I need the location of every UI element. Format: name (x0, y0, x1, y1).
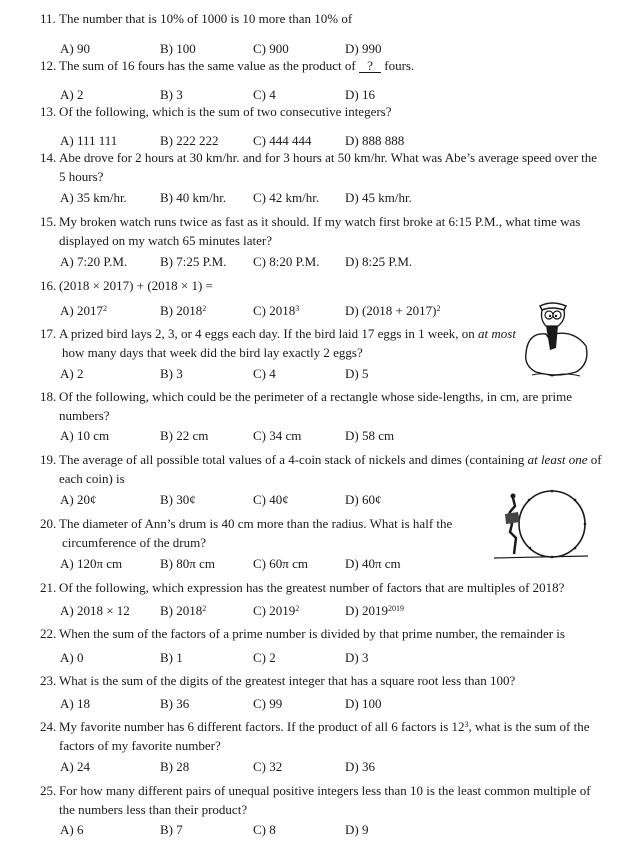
question-text: My favorite number has 6 different factors. If the product of all 6 factors is 12 (59, 719, 465, 734)
choice-b: B) 2018$^2$ (160, 303, 207, 318)
question-text-cont: numbers? (59, 408, 110, 423)
question-text-end: , what is the sum of the (468, 719, 590, 734)
question-23 (40, 671, 620, 690)
choice-b: B) 28 (160, 759, 190, 774)
choice-c: C) 34 cm (253, 428, 302, 443)
question-number: 22. (40, 626, 57, 641)
question-text: Of the following, which is the sum of two consecutive integers? (59, 104, 392, 119)
choice-d: D) 58 cm (345, 428, 395, 443)
choice-a: A) 35 km/hr. (60, 190, 127, 205)
choice-d: D) $(2018 + 2017)^2$ (345, 303, 441, 318)
question-text-cont: each coin) is (59, 471, 125, 486)
choice-a: A) 90 (60, 41, 90, 56)
question-text: A prized bird lays 2, 3, or 4 eggs each day. If the bird laid 17 eggs in 1 week, on (59, 326, 475, 341)
choice-a: A) 120π cm (60, 556, 123, 571)
choice-b: B) 80π cm (160, 556, 215, 571)
question-text: What is the sum of the digits of the greatest integer that has a square root less than 100? (59, 673, 516, 688)
choice-c: C) 8:20 P.M. (253, 254, 320, 269)
drum-illustration (490, 486, 590, 566)
question-number: 15. (40, 214, 57, 229)
question-text-end: of (590, 452, 602, 467)
question-number: 11. (40, 11, 56, 26)
question-12 (40, 56, 610, 75)
choice-b: B) 22 cm (160, 428, 209, 443)
question-number: 21. (40, 580, 57, 595)
question-text-cont: circumference of the drum? (62, 535, 207, 550)
question-number: 20. (40, 516, 57, 531)
choice-a: A) 2017$^2$ (60, 303, 107, 318)
choice-d: D) 16 (345, 87, 375, 102)
question-text: The average of all possible total values of a 4-coin stack of nickels and dimes (containing (59, 452, 525, 467)
choice-c: C) 42 km/hr. (253, 190, 320, 205)
choice-d: D) 9 (345, 822, 369, 837)
exponent: 3 (464, 720, 469, 729)
question-17 (40, 324, 530, 362)
question-number: 16. (40, 278, 57, 293)
question-number: 23. (40, 673, 57, 688)
question-number: 14. (40, 150, 57, 165)
choice-c: C) 444 444 (253, 133, 312, 148)
choice-a: A) 6 (60, 822, 84, 837)
choice-c: C) 2019$^2$ (253, 603, 300, 618)
question-11 (40, 9, 610, 28)
choice-c: C) 60π cm (253, 556, 308, 571)
choice-b: B) 1 (160, 650, 183, 665)
choice-d: D) 36 (345, 759, 375, 774)
question-number: 19. (40, 452, 57, 467)
choice-b: B) 36 (160, 696, 190, 711)
question-number: 17. (40, 326, 57, 341)
choice-a: A) 0 (60, 650, 84, 665)
question-19 (40, 450, 620, 488)
question-15 (40, 212, 620, 250)
choice-a: A) 7:20 P.M. (60, 254, 128, 269)
question-text-cont: factors of my favorite number? (59, 738, 221, 753)
choice-c: C) 32 (253, 759, 283, 774)
question-21 (40, 578, 620, 597)
choice-a: A) 24 (60, 759, 90, 774)
question-text: Of the following, which expression has the greatest number of factors that are multiples of 2018? (59, 580, 565, 595)
choice-c: C) 99 (253, 696, 283, 711)
choice-d: D) 100 (345, 696, 382, 711)
answer-blank: ? (359, 59, 381, 73)
question-text: The sum of 16 fours has the same value as the product of (59, 58, 356, 73)
choice-c: C) 2018$^3$ (253, 303, 300, 318)
choice-c: C) 4 (253, 87, 276, 102)
choice-b: B) 40 km/hr. (160, 190, 227, 205)
choice-c: C) 900 (253, 41, 289, 56)
question-text-cont: the numbers less than their product? (59, 802, 248, 817)
choice-d: D) 888 888 (345, 133, 405, 148)
choice-d: D) 3 (345, 650, 369, 665)
question-text: Of the following, which could be the perimeter of a rectangle whose side-lengths, in cm, are prime (59, 389, 572, 404)
question-text: The diameter of Ann’s drum is 40 cm more than the radius. What is half the (59, 516, 453, 531)
choice-b: B) 7:25 P.M. (160, 254, 227, 269)
question-text: For how many different pairs of unequal positive integers less than 10 is the least common multiple of (59, 783, 591, 798)
question-20 (40, 514, 480, 552)
question-number: 13. (40, 104, 57, 119)
question-number: 24. (40, 719, 57, 734)
choice-b: B) 222 222 (160, 133, 219, 148)
choice-a: A) 2 (60, 366, 84, 381)
question-16 (40, 276, 610, 295)
question-25 (40, 781, 620, 819)
question-text-cont: 5 hours? (59, 169, 104, 184)
question-number: 18. (40, 389, 57, 404)
question-text: The number that is 10% of 1000 is 10 more than 10% of (59, 11, 353, 26)
question-text-cont: displayed on my watch 65 minutes later? (59, 233, 273, 248)
choice-d: D) 5 (345, 366, 369, 381)
choice-d: D) 45 km/hr. (345, 190, 412, 205)
question-text: (2018 × 2017) + (2018 × 1) = (59, 278, 213, 293)
choice-a: A) 2 (60, 87, 84, 102)
choice-c: C) 4 (253, 366, 276, 381)
question-text-end: fours. (384, 58, 415, 73)
question-text: When the sum of the factors of a prime number is divided by that prime number, the remainder is (59, 626, 565, 641)
choice-d: D) 990 (345, 41, 382, 56)
bird-egg-illustration (522, 298, 592, 380)
choice-c: C) 2 (253, 650, 276, 665)
emphasis-text: at most (478, 326, 516, 341)
choice-d: D) 40π cm (345, 556, 401, 571)
choice-a: A) 10 cm (60, 428, 110, 443)
choice-d: D) 60¢ (345, 492, 382, 507)
question-22 (40, 624, 620, 643)
emphasis-text: at least one (527, 452, 588, 467)
choice-d: D) 8:25 P.M. (345, 254, 413, 269)
question-text: Abe drove for 2 hours at 30 km/hr. and for 3 hours at 50 km/hr. What was Abe’s average speed over the (59, 150, 598, 165)
question-text-cont: how many days that week did the bird lay exactly 2 eggs? (62, 345, 363, 360)
question-number: 12. (40, 58, 57, 73)
question-text: My broken watch runs twice as fast as it should. If my watch first broke at 6:15 P.M., what time was (59, 214, 581, 229)
choice-b: B) 2018$^2$ (160, 603, 207, 618)
choice-b: B) 30¢ (160, 492, 196, 507)
choice-a: A) 18 (60, 696, 90, 711)
question-14 (40, 148, 620, 186)
choice-b: B) 7 (160, 822, 183, 837)
question-18 (40, 387, 610, 425)
question-24 (40, 717, 620, 755)
choice-d: D) $2019^{2019}$ (345, 603, 404, 618)
question-13 (40, 102, 610, 121)
choice-a: A) 20¢ (60, 492, 97, 507)
choice-a: A) 2018 × 12 (60, 603, 130, 618)
choice-b: B) 100 (160, 41, 196, 56)
choice-c: C) 8 (253, 822, 276, 837)
choice-b: B) 3 (160, 366, 183, 381)
choice-b: B) 3 (160, 87, 183, 102)
choice-a: A) 111 111 (60, 133, 118, 148)
choice-c: C) 40¢ (253, 492, 289, 507)
question-number: 25. (40, 783, 57, 798)
